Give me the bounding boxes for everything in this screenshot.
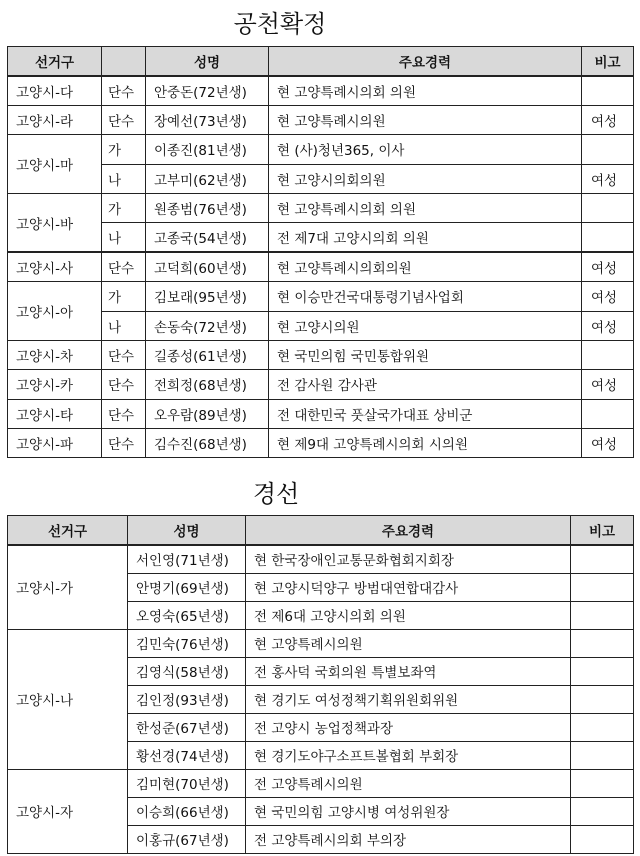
table-row [8, 135, 634, 164]
type-cell: 나 [102, 223, 146, 252]
career-cell: 현 고양특례시의회의원 [269, 252, 582, 281]
district-cell: 고양시-사 [8, 252, 102, 281]
note-cell [571, 573, 634, 601]
name-cell: 한성준(67년생) [128, 713, 246, 741]
career-cell: 전 제7대 고양시의회 의원 [269, 223, 582, 252]
note-cell: 여성 [582, 429, 634, 458]
district-cell: 고양시-차 [8, 340, 102, 369]
note-cell [571, 797, 634, 825]
column-header [102, 47, 146, 76]
column-header: 성명 [146, 47, 269, 76]
district-cell: 고양시-카 [8, 370, 102, 399]
career-cell: 현 고양특례시의원 [269, 105, 582, 134]
district-cell: 고양시-아 [8, 282, 102, 341]
career-cell: 전 고양시 농업정책과장 [246, 713, 571, 741]
table-row [8, 76, 634, 105]
note-cell [571, 657, 634, 685]
table-row [8, 340, 634, 369]
name-cell: 손동숙(72년생) [146, 311, 269, 340]
type-cell: 단수 [102, 252, 146, 281]
name-cell: 이홍규(67년생) [128, 825, 246, 853]
table-row [8, 545, 634, 573]
career-cell: 전 홍사덕 국회의원 특별보좌역 [246, 657, 571, 685]
career-cell: 전 감사원 감사관 [269, 370, 582, 399]
note-cell [571, 629, 634, 657]
career-cell: 현 고양시의원 [269, 311, 582, 340]
name-cell: 김미현(70년생) [128, 769, 246, 797]
district-cell: 고양시-바 [8, 193, 102, 252]
table-row [8, 769, 634, 797]
type-cell: 가 [102, 135, 146, 164]
career-cell: 전 제6대 고양시의회 의원 [246, 601, 571, 629]
table-row [8, 311, 634, 340]
note-cell [571, 685, 634, 713]
type-cell: 나 [102, 311, 146, 340]
type-cell: 단수 [102, 370, 146, 399]
name-cell: 서인영(71년생) [128, 545, 246, 573]
name-cell: 오영숙(65년생) [128, 601, 246, 629]
note-cell: 여성 [582, 164, 634, 193]
primary-title: 경선 [252, 480, 300, 508]
table-row [8, 629, 634, 657]
name-cell: 고부미(62년생) [146, 164, 269, 193]
career-cell: 현 국민의힘 고양시병 여성위원장 [246, 797, 571, 825]
note-cell [582, 135, 634, 164]
name-cell: 고덕희(60년생) [146, 252, 269, 281]
name-cell: 원종범(76년생) [146, 193, 269, 222]
career-cell: 현 (사)청년365, 이사 [269, 135, 582, 164]
type-cell: 단수 [102, 76, 146, 105]
career-cell: 현 고양특례시의회 의원 [269, 193, 582, 222]
name-cell: 김영식(58년생) [128, 657, 246, 685]
column-header: 선거구 [8, 516, 128, 546]
note-cell [571, 741, 634, 769]
district-cell: 고양시-다 [8, 76, 102, 105]
name-cell: 이종진(81년생) [146, 135, 269, 164]
name-cell: 김보래(95년생) [146, 282, 269, 311]
career-cell: 현 고양시의회의원 [269, 164, 582, 193]
note-cell: 여성 [582, 370, 634, 399]
column-header: 주요경력 [269, 47, 582, 76]
name-cell: 김수진(68년생) [146, 429, 269, 458]
name-cell: 전희정(68년생) [146, 370, 269, 399]
note-cell: 여성 [582, 311, 634, 340]
column-header: 선거구 [8, 47, 102, 76]
career-cell: 현 경기도 여성정책기획위원회위원 [246, 685, 571, 713]
note-cell [582, 223, 634, 252]
career-cell: 현 국민의힘 국민통합위원 [269, 340, 582, 369]
note-cell [582, 193, 634, 222]
type-cell: 단수 [102, 429, 146, 458]
note-cell [571, 601, 634, 629]
name-cell: 오우람(89년생) [146, 399, 269, 428]
table-row [8, 164, 634, 193]
note-cell [582, 76, 634, 105]
career-cell: 전 고양특례시의회 부의장 [246, 825, 571, 853]
type-cell: 단수 [102, 340, 146, 369]
table-row [8, 193, 634, 222]
name-cell: 고종국(54년생) [146, 223, 269, 252]
name-cell: 안중돈(72년생) [146, 76, 269, 105]
type-cell: 단수 [102, 399, 146, 428]
name-cell: 김인정(93년생) [128, 685, 246, 713]
district-cell: 고양시-타 [8, 399, 102, 428]
table-header-row [8, 47, 634, 76]
note-cell [571, 713, 634, 741]
career-cell: 전 고양특례시의원 [246, 769, 571, 797]
table-row [8, 252, 634, 281]
note-cell [571, 769, 634, 797]
column-header: 비고 [571, 516, 634, 546]
table-header-row [8, 516, 634, 546]
table-row [8, 370, 634, 399]
note-cell [571, 545, 634, 573]
type-cell: 가 [102, 282, 146, 311]
career-cell: 현 고양특례시의원 [246, 629, 571, 657]
note-cell: 여성 [582, 105, 634, 134]
career-cell: 현 한국장애인교통문화협회지회장 [246, 545, 571, 573]
district-cell: 고양시-라 [8, 105, 102, 134]
type-cell: 가 [102, 193, 146, 222]
table-row [8, 429, 634, 458]
name-cell: 안명기(69년생) [128, 573, 246, 601]
type-cell: 단수 [102, 105, 146, 134]
column-header: 주요경력 [246, 516, 571, 546]
table-row [8, 105, 634, 134]
column-header: 비고 [582, 47, 634, 76]
table-row [8, 223, 634, 252]
type-cell: 나 [102, 164, 146, 193]
career-cell: 현 이승만건국대통령기념사업회 [269, 282, 582, 311]
note-cell: 여성 [582, 252, 634, 281]
confirmed-title: 공천확정 [233, 10, 327, 38]
name-cell: 이승희(66년생) [128, 797, 246, 825]
career-cell: 현 경기도야구소프트볼협회 부회장 [246, 741, 571, 769]
district-cell: 고양시-나 [8, 629, 128, 769]
district-cell: 고양시-가 [8, 545, 128, 629]
career-cell: 전 대한민국 풋살국가대표 상비군 [269, 399, 582, 428]
district-cell: 고양시-마 [8, 135, 102, 194]
name-cell: 황선경(74년생) [128, 741, 246, 769]
name-cell: 김민숙(76년생) [128, 629, 246, 657]
career-cell: 현 고양시덕양구 방범대연합대감사 [246, 573, 571, 601]
primary-table [7, 515, 634, 854]
district-cell: 고양시-파 [8, 429, 102, 458]
name-cell: 길종성(61년생) [146, 340, 269, 369]
confirmed-table [7, 46, 634, 458]
note-cell [582, 399, 634, 428]
career-cell: 현 제9대 고양특례시의회 시의원 [269, 429, 582, 458]
career-cell: 현 고양특례시의회 의원 [269, 76, 582, 105]
table-row [8, 282, 634, 311]
district-cell: 고양시-자 [8, 769, 128, 853]
note-cell [582, 340, 634, 369]
name-cell: 장예선(73년생) [146, 105, 269, 134]
table-row [8, 399, 634, 428]
note-cell [571, 825, 634, 853]
column-header: 성명 [128, 516, 246, 546]
note-cell: 여성 [582, 282, 634, 311]
